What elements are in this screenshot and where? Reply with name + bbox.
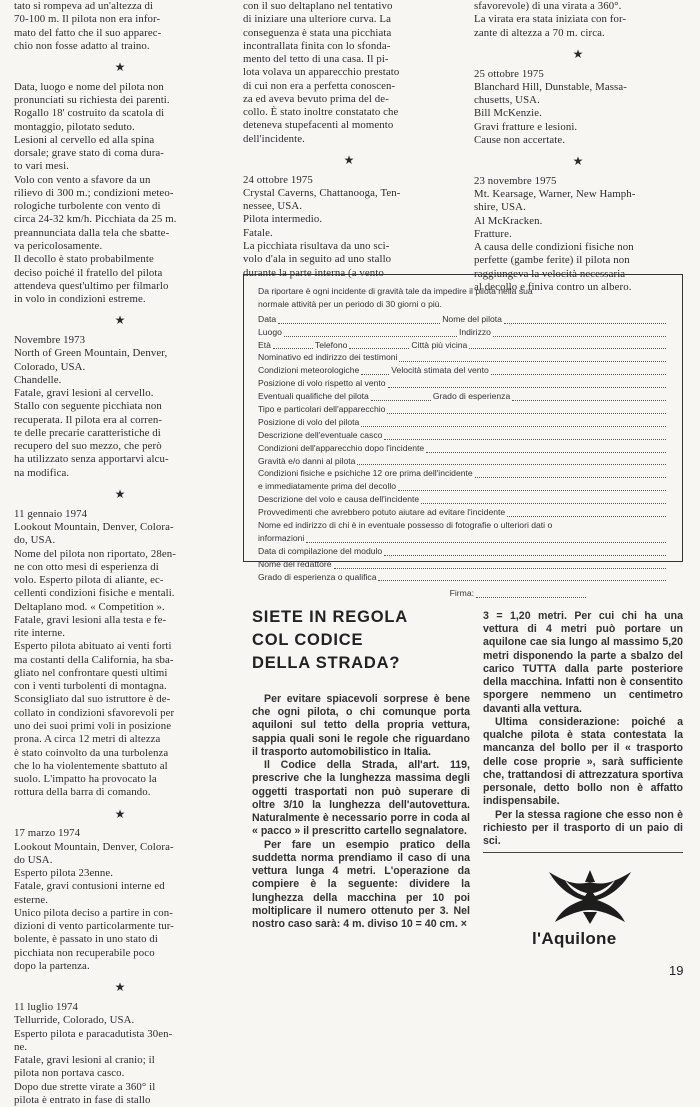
text-line: Fatale, gravi lesioni alla testa e fe- [14,613,167,626]
field-label: Velocità stimata del vento [391,365,489,376]
text-line: Lesioni al cervello ed alla spina [14,133,155,146]
text-line: rilievo di 300 m.; condizioni meteo- [14,186,174,199]
field-label: Provvedimenti che avrebbero potuto aiutare ad evitare l'incidente [258,507,506,518]
text-line: suolo. L'impatto ha provocato la [14,773,157,786]
text-line: mato del fatto che il suo apparec- [14,26,162,39]
form-row [258,558,668,571]
photos-field [554,522,666,530]
text-line: na modifica. [14,466,70,479]
text-line: do USA. [14,853,53,866]
text-line: conseguenza è stata una picchiata [243,26,392,39]
text-line: Nome del pilota non riportato, 28en- [14,547,176,560]
text-line: Lookout Mountain, Denver, Colora- [14,840,174,853]
witnesses-field[interactable] [399,353,666,362]
column-left [14,0,226,1107]
flight-position-field[interactable] [361,418,666,427]
form-row [258,545,668,558]
text-line: circa 24-32 km/h. Picchiata da 25 m. [14,213,177,226]
text-line: Pilota intermedio. [243,213,323,226]
text-line: to vari mesi. [14,160,69,173]
text-line: raggiungeva la velocità necessaria [474,267,626,280]
field-label: Grado di esperienza [432,391,511,402]
field-label: Eventuali qualifiche del pilota [258,391,369,402]
form-row [258,313,668,326]
text-line: recuperata. Il pilota era al corren- [14,413,163,426]
text-line: al decollo e finiva contro un albero. [474,281,632,294]
text-block [243,174,455,280]
form-row [258,326,668,339]
text-line: nessee, USA. [243,200,303,213]
separator-star-icon: ★ [114,980,126,995]
text-line: ha utilizzato senza apportarvi alcu- [14,453,169,466]
aircraft-type-field[interactable] [387,405,666,414]
text-line: La picchiata risultava da uno sci- [243,240,390,252]
text-line: Tellurride, Colorado, USA. [14,1014,135,1027]
text-line: Bill McKenzie. [474,107,542,120]
editor-grade-field[interactable] [378,572,666,581]
text-line: picchiata non recuperabile poco [14,946,155,959]
field-label: Luogo [258,326,282,337]
article-paragraph: Per evitare spiacevoli sorprese è bene che ogni pilota, o chi comunque porta aquiloni sul tetto della propria vettura, sappia quali soni le regole che riguardano il trasporto automobilistico in Italia. [252,693,470,758]
wind-position-field[interactable] [388,379,666,388]
headline-line: DELLA STRADA? [252,653,401,672]
text-line: Cause non accertate. [474,133,566,146]
article-body-left [252,693,470,931]
text-line: dopo la partenza. [14,960,90,972]
form-intro-line: normale attività per un periodo di 30 giorni o più. [258,298,442,309]
field-label: Condizioni fisiche e psichiche 12 ore prima dell'incidente [258,468,473,479]
text-line: gliato nel confrontare questi ultimi [14,666,168,679]
divider [483,852,683,853]
injury-field[interactable] [357,456,666,465]
field-label: Età [258,339,271,350]
text-block [14,0,226,53]
text-line: Unico pilota deciso a partire in con- [14,906,173,919]
article-body-right [483,610,683,848]
article-headline [252,606,467,674]
text-line: Rogallo 18' costruito da scatola di [14,107,165,120]
prevention-field[interactable] [507,508,666,517]
column-middle [243,0,455,280]
text-block [14,1001,226,1107]
text-line: Deltaplano mod. « Competition ». [14,600,165,613]
text-line: va pericolosamente. [14,240,103,252]
field-label: Telefono [314,339,348,350]
text-line: sfavorevole) di una virata a 360°. [474,0,622,12]
text-line: prona. A circa 12 metri di altezza [14,733,161,746]
text-block [243,0,455,146]
text-line: pronunciati su richiesta dei parenti. [14,94,170,107]
form-row [258,587,668,600]
form-row [258,519,668,532]
text-line: con il suo deltaplano nel tentativo [243,0,393,12]
text-line: chio non fosse adatto al traino. [14,39,150,52]
form-row [258,351,668,364]
form-row [258,442,668,455]
headline-line: COL CODICE [252,630,364,649]
form-row [258,429,668,442]
text-line: attendeva quest'ultimo per filmarlo [14,279,169,292]
text-line: Crystal Caverns, Chattanooga, Ten- [243,186,401,199]
text-line: Dopo due strette virate a 360° il [14,1080,156,1093]
form-row [258,493,668,506]
form-row [258,571,668,584]
text-line: Stallo con seguente picchiata non [14,400,162,413]
text-line: Fratture. [474,227,512,240]
text-block [474,68,682,148]
field-label: e immediatamente prima del decollo [258,481,397,492]
text-line: Esperto pilota e paracadutista 30en- [14,1027,173,1040]
text-line: esterne. [14,893,49,906]
text-line: mento del tetto di una casa. Il pi- [243,53,389,66]
place-field[interactable] [284,328,457,337]
photos-info-field[interactable] [306,534,666,543]
text-line: Fatale, gravi lesioni al cervello. [14,387,154,400]
text-line: Chandelle. [14,373,62,386]
text-line: Fatale. [243,226,273,239]
text-line: di iniziare una ulteriore curva. La [243,13,391,26]
text-line: lota volava un apparecchio prestato [243,66,400,79]
form-intro-line: Da riportare è ogni incidente di gravità tale da impedire il pilota nella sua [258,286,533,296]
experience-field[interactable] [512,392,666,401]
text-line: za ed aveva bevuto prima del de- [243,92,389,105]
text-line: recupero del suo mezzo, che però [14,440,162,453]
text-line: rite interne. [14,627,66,640]
wind-speed-field[interactable] [491,366,666,375]
field-label: Firma: [449,588,474,599]
text-line: Fatale, gravi lesioni al cranio; il [14,1054,155,1067]
field-label: Indirizzo [458,326,491,337]
form-row [258,403,668,416]
headline-line: SIETE IN REGOLA [252,608,408,626]
text-line: Gravi fratture e lesioni. [474,120,578,133]
text-line: shire, USA. [474,201,526,214]
text-line: chusetts, USA. [474,94,540,107]
field-label: Condizioni dell'apparecchio dopo l'incidente [258,442,425,453]
article-paragraph: Ultima considerazione: poiché a qualche pilota è stata contestata la mancanza del bollo per il « trasporto delle cose proprie », sarà sufficiente che, trattandosi di attrezzatura sportiva personale, detto bollo non è affatto indispensabile. [483,715,683,808]
article-paragraph: 3 = 1,20 metri. Per cui chi ha una vettura di 4 metri può portare un aquilone cae sia lungo al massimo 5,20 metri disponendo la parte a sbalzo del carico TUTTA dalla parte posteriore della macchina. Infatti non è consentito sporgere nemmeno un centimetro davanti alla vettura. [483,610,683,715]
text-line: do, USA. [14,534,56,547]
text-line: Al McKracken. [474,214,543,227]
text-line: 70-100 m. Il pilota non era infor- [14,13,161,26]
separator-star-icon: ★ [572,154,584,169]
text-line: montaggio, pilotato seduto. [14,120,135,133]
field-label: Condizioni meteorologiche [258,365,360,376]
text-line: dorsale; grave stato di coma dura- [14,147,165,160]
text-line: 11 luglio 1974 [14,1001,78,1014]
text-line: Lookout Mountain, Denver, Colora- [14,521,174,534]
text-line: in volo in condizioni estreme. [14,293,146,306]
text-line: pilota è entrato in fase di stallo [14,1093,151,1106]
text-block [14,508,226,800]
text-line: di cui non era a perfetta conoscen- [243,79,396,92]
text-line: Fatale, gravi contusioni interne ed [14,880,165,893]
separator-star-icon: ★ [114,487,126,501]
nearest-city-field[interactable] [469,340,666,349]
aircraft-condition-field[interactable] [426,444,666,453]
text-line: bolente, è passato in uno stato di [14,933,159,946]
text-line: Sconsigliato dal suo istruttore è de- [14,693,171,706]
age-field[interactable] [273,340,313,349]
text-line: 11 gennaio 1974 [14,507,88,520]
text-line: zante di altezza a 70 m. circa. [474,26,605,39]
signature-field[interactable] [476,589,586,598]
text-line: La virata era stata iniziata con for- [474,13,627,26]
text-line: deciso poiché il fratello del pilota [14,266,163,279]
text-line: preannunciata dalla tela che sbatte- [14,226,170,239]
text-line: collo. È stato inoltre constatato che [243,106,399,119]
qualifications-field[interactable] [371,392,431,401]
field-label: Città più vicina [411,339,468,350]
field-label: Posizione di volo del pilota [258,416,360,427]
text-line: deteneva stupefacenti al momento [243,119,394,132]
form-row [258,339,668,352]
text-line: volo d'ala in seguito ad uno stallo [243,253,392,266]
article-paragraph: Per la stessa ragione che esso non è richiesto per il trasporto di un paio di sci. [483,808,683,847]
text-line: cellenti condizioni fisiche e mentali. [14,587,175,600]
text-line: A causa delle condizioni fisiche non [474,241,634,254]
text-line: durante la parte interna (a vento [243,266,384,279]
form-intro [258,285,668,311]
form-row [258,506,668,519]
field-label: Nome del redattore [258,558,332,569]
text-line: Il decollo è stato probabilmente [14,253,154,266]
text-line: Volo con vento a sfavore da un [14,173,151,186]
field-label: Nome del pilota [442,313,502,324]
physical-condition-field-2[interactable] [398,482,666,491]
pilot-name-field[interactable] [504,315,666,324]
text-line: rologiche turbolente con vento di [14,200,161,213]
text-line: ne con otto mesi di esperienza di [14,560,159,573]
magazine-logo-text: l'Aquilone [532,929,617,948]
text-line: tato si rompeva ad un'altezza di [14,0,154,12]
field-label: Posizione di volo rispetto al vento [258,378,386,389]
text-line: 17 marzo 1974 [14,827,81,840]
form-row [258,455,668,468]
text-line: con i venti turbolenti di montagna. [14,680,167,693]
text-line: North of Green Mountain, Denver, [14,347,168,360]
form-row [258,532,668,545]
separator-star-icon: ★ [114,313,126,328]
text-line: che lo ha violentemente sbattuto al [14,759,168,772]
separator-star-icon: ★ [114,60,126,75]
form-row [258,364,668,377]
page-number: 19 [669,963,684,978]
date-field[interactable] [278,315,440,324]
field-label: Descrizione del volo e causa dell'incidente [258,494,420,505]
incident-report-form [243,274,683,599]
field-label: Gravità e/o danni al pilota [258,455,356,466]
text-line: Novembre 1973 [14,334,86,347]
text-line: Esperto pilota abituato ai venti forti [14,640,172,653]
text-line: Colorado, USA. [14,360,86,373]
text-line: rottura della barra di comando. [14,786,151,799]
text-line: ne. [14,1040,28,1053]
separator-star-icon: ★ [114,806,126,821]
field-label: Data [258,313,277,324]
form-row [258,416,668,429]
text-line: Esperto pilota 23enne. [14,867,114,880]
form-row [258,467,668,480]
article-paragraph: Per fare un esempio pratico della suddetta norma prendiamo il caso di una vettura lunga 4 metri. L'operazione da compiere è la seguente: dividere la lunghezza della macchina per 10 poi moltiplicare il numero ottenuto per 3. Nel nostro caso sarà: 4 m. diviso 10 = 40 cm. × [252,838,470,930]
text-line: perfette (gambe ferite) il pilota non [474,254,630,267]
text-line: uno dei suoi primi voli in posizione [14,720,172,732]
editor-name-field[interactable] [334,560,666,569]
form-row [258,480,668,493]
field-label: Grado di esperienza o qualifica [258,571,377,582]
text-line: è stato coinvolto da una turbolenza [14,746,169,759]
text-line: collato in condizioni sfavorevoli per [14,706,175,719]
field-label: Tipo e particolari dell'apparecchio [258,404,386,415]
text-line: incontrallata finita con lo sfonda- [243,39,391,52]
physical-condition-field[interactable] [475,469,666,478]
field-label: Data di compilazione del modulo [258,545,383,556]
address-field[interactable] [493,328,666,337]
text-line: Data, luogo e nome del pilota non [14,80,164,93]
text-block [14,81,226,307]
field-label: Descrizione dell'eventuale casco [258,429,383,440]
text-line: dizioni di vento particolarmente tur- [14,920,174,933]
text-line: pilota non portava casco. [14,1067,125,1080]
article-paragraph: Il Codice della Strada, all'art. 119, prescrive che la lunghezza massima degli oggetti trasportati non può superare di oltre 3/10 la lunghezza dell'autovettura. Naturalmente è necessario porre in coda al « pacco » il prescritto cartello segnalatore. [252,759,470,838]
form-row [258,377,668,390]
separator-star-icon: ★ [343,152,355,167]
field-label: informazioni [258,532,305,543]
compile-date-field[interactable] [384,547,666,556]
text-block [474,0,682,40]
text-line: Blanchard Hill, Dunstable, Massa- [474,80,627,93]
text-line: 24 ottobre 1975 [243,173,313,186]
text-line: 25 ottobre 1975 [474,67,544,80]
flight-description-field[interactable] [421,495,666,504]
field-label: Nominativo ed indirizzo dei testimoni [258,352,398,363]
text-line: ma costanti della California, ha sba- [14,653,174,666]
form-row [258,390,668,403]
text-line: te delle precarie caratteristiche di [14,426,161,439]
text-block [14,334,226,480]
separator-star-icon: ★ [572,46,584,61]
phone-field[interactable] [349,340,409,349]
text-line: dell'incidente. [243,132,305,145]
text-line: Mt. Kearsage, Warner, New Hamph- [474,188,636,201]
text-line: 23 novembre 1975 [474,174,557,187]
weather-field[interactable] [361,366,389,375]
text-block [14,827,226,973]
helmet-field[interactable] [384,431,666,440]
column-right [474,0,682,294]
field-label: Nome ed indirizzo di chi è in eventuale possesso di fotografie o ulteriori dati o [258,520,553,531]
text-line: volo. Esperto pilota di aliante, ec- [14,574,164,587]
